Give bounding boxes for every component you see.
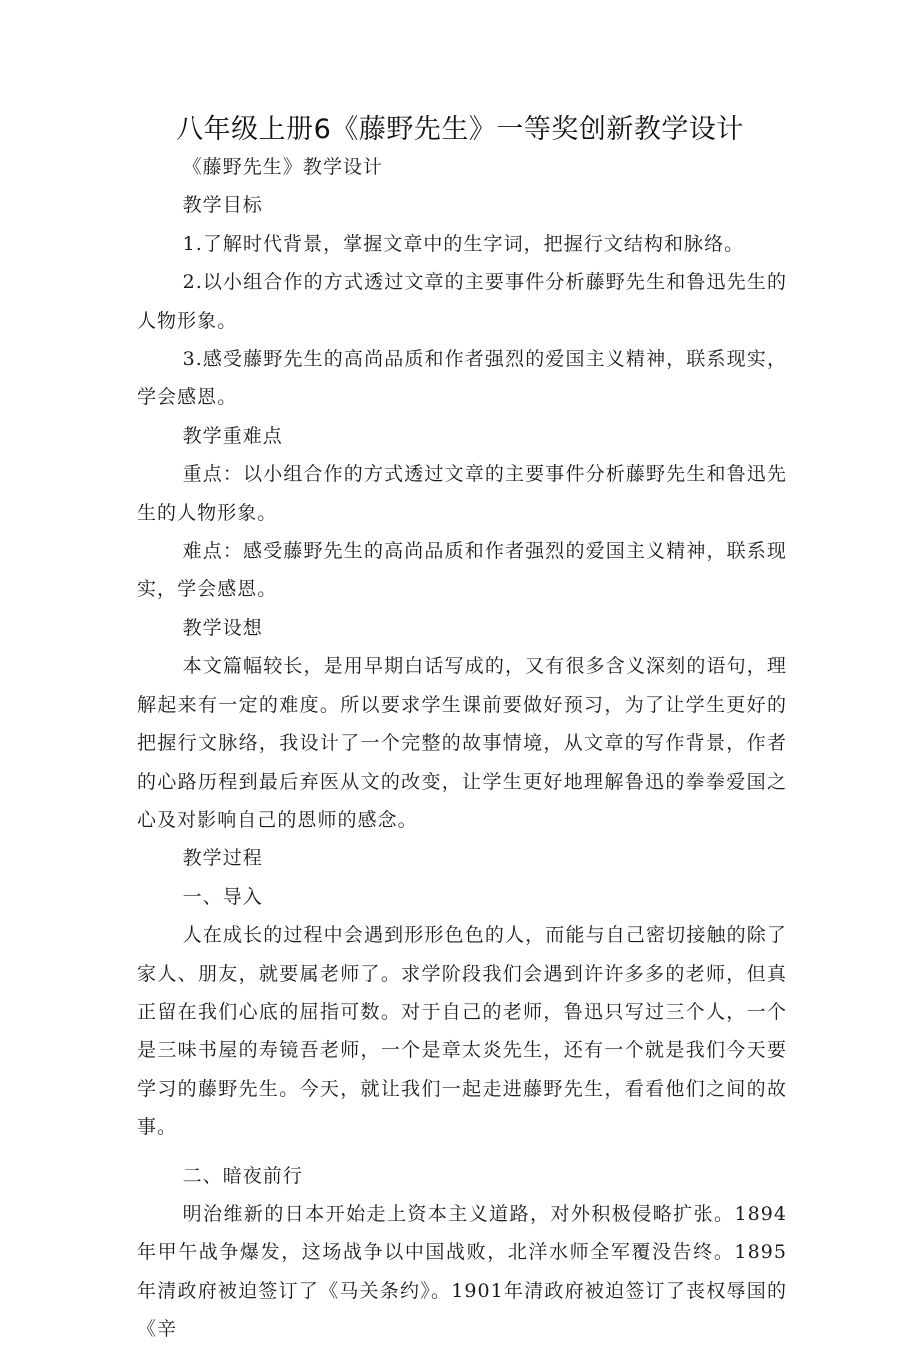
key-point: 重点：以小组合作的方式透过文章的主要事件分析藤野先生和鲁迅先生的人物形象。 — [137, 463, 787, 524]
concept-heading: 教学设想 — [182, 616, 263, 639]
document-title: 八年级上册6《藤野先生》一等奖创新教学设计 — [176, 114, 744, 145]
keypoints-heading: 教学重难点 — [182, 424, 283, 447]
part2-heading: 二、暗夜前行 — [182, 1164, 303, 1187]
section-gap — [137, 1147, 787, 1157]
goal-2: 2.以小组合作的方式透过文章的主要事件分析藤野先生和鲁迅先生的人物形象。 — [137, 271, 787, 332]
goals-heading: 教学目标 — [182, 194, 263, 217]
goal-3: 3.感受藤野先生的高尚品质和作者强烈的爱国主义精神，联系现实，学会感恩。 — [137, 348, 787, 409]
part1-heading: 一、导入 — [182, 885, 263, 908]
difficult-point: 难点：感受藤野先生的高尚品质和作者强烈的爱国主义精神，联系现实，学会感恩。 — [137, 540, 787, 601]
goal-1: 1.了解时代背景，掌握文章中的生字词，把握行文结构和脉络。 — [182, 232, 745, 255]
process-heading: 教学过程 — [182, 847, 263, 870]
subtitle: 《藤野先生》教学设计 — [182, 156, 384, 178]
part1-text: 人在成长的过程中会遇到形形色色的人，而能与自己密切接触的除了家人、朋友，就要属老师了。求学阶段我们会遇到许许多多的老师，但真正留在我们心底的屈指可数。对于自己的老师，鲁迅只写过三个人，一个是三味书屋的寿镜吾老师，一个是章太炎先生，还有一个就是我们今天要学习的藤野先生。今天，就让我们一起走进藤野先生，看看他们之间的故事。 — [137, 924, 787, 1139]
concept-text: 本文篇幅较长，是用早期白话写成的，又有很多含义深刻的语句，理解起来有一定的难度。所以要求学生课前要做好预习，为了让学生更好的把握行文脉络，我设计了一个完整的故事情境，从文章的写作背景，作者的心路历程到最后弃医从文的改变，让学生更好地理解鲁迅的拳拳爱国之心及对影响自己的恩师的感念。 — [137, 655, 787, 831]
document-body — [137, 148, 787, 1349]
part2-text: 明治维新的日本开始走上资本主义道路，对外积极侵略扩张。1894年甲午战争爆发，这场战争以中国战败，北洋水师全军覆没告终。1895年清政府被迫签订了《马关条约》。1901年清政府被迫签订了丧权辱国的《辛 — [137, 1202, 787, 1341]
